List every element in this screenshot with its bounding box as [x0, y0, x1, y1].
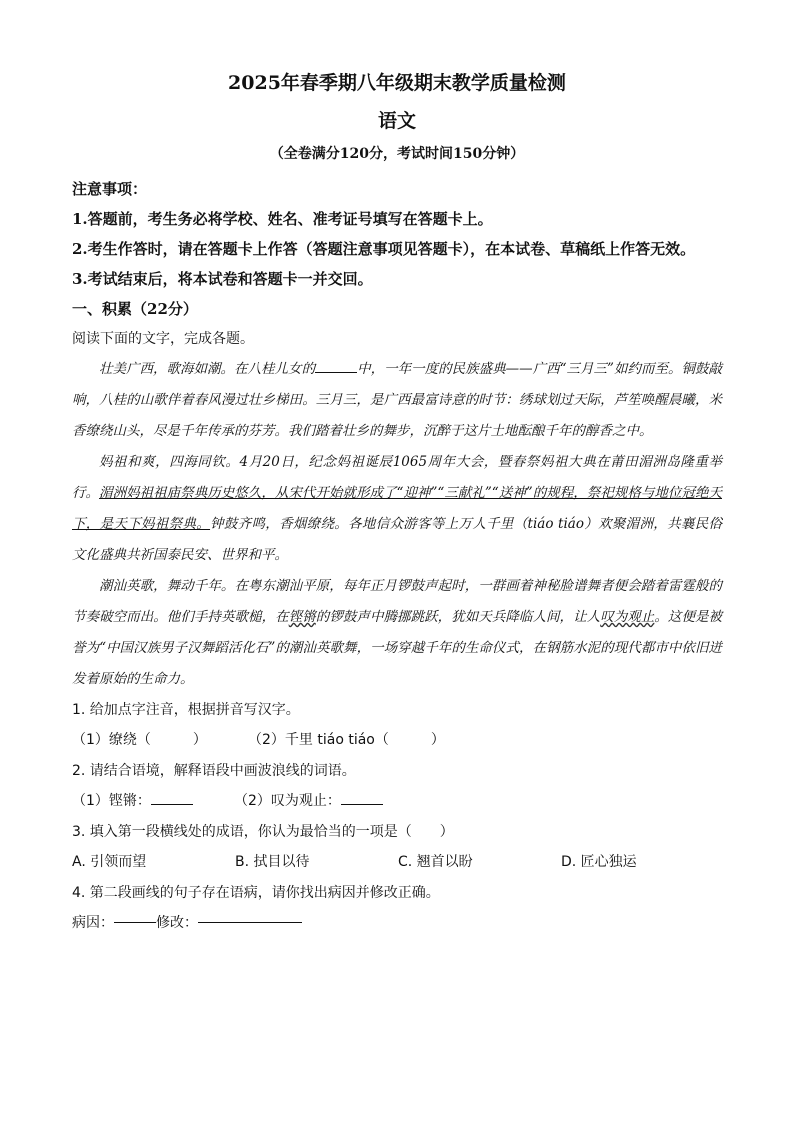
wavy-word: 铿锵	[288, 609, 316, 625]
notices-heading: 注意事项：	[72, 180, 148, 198]
passage-text: 。这便是被誉为“中国汉族男子汉舞蹈活化石”的潮汕英歌舞，一场穿越千年的生命仪式，在钢筋水泥的现代都市中依旧迸发着原始的生命力。	[72, 609, 723, 687]
notice-item: 1.答题前，考生务必将学校、姓名、准考证号填写在答题卡上。	[72, 210, 493, 228]
subject-title: 语文	[377, 110, 416, 132]
question-2: 2. 请结合语境，解释语段中画波浪线的词语。	[72, 763, 356, 779]
underlined-sentence: 湄洲妈祖祖庙祭典历史悠久，从宋代开始就形成了“迎神”“三献礼”“送神”的规程，祭祀规格与地位冠绝天下，是天下妈祖祭典。	[72, 485, 722, 532]
question-4-parts	[72, 908, 722, 939]
fill-blank	[315, 359, 357, 374]
question-3: 3. 填入第一段横线处的成语，你认为最恰当的一项是（ ）	[72, 824, 454, 840]
answer-blank[interactable]	[198, 908, 302, 923]
notice-item: 3.考试结束后，将本试卷和答题卡一并交回。	[72, 270, 373, 288]
q2-label: （1）铿锵：	[72, 793, 151, 809]
passage-text: 潮汕英歌，舞动千年。在粤东潮汕平原，每年正月锣鼓声起时，一群画着神秘脸谱舞者便会踏着雷霆般的节奏破空而出。他们手持英歌槌，在	[72, 578, 722, 625]
notice-item: 2.考生作答时，请在答题卡上作答（答题注意事项见答题卡），在本试卷、草稿纸上作答无效。	[72, 240, 696, 258]
section-instruction: 阅读下面的文字，完成各题。	[72, 331, 254, 347]
passage-text: 壮美广西，歌海如潮。在八桂儿女的	[99, 361, 316, 377]
passage-text: 妈祖和爽，四海同钦。4月20日，纪念妈祖诞辰1065周年大会，暨春祭妈祖大典在莆田湄洲岛隆重举行。	[72, 454, 722, 501]
answer-blank[interactable]	[341, 790, 383, 805]
question-2-parts	[72, 786, 722, 817]
passage-text: 钟鼓齐鸣，香烟缭绕。各地信众游客等上万人千里（tiáo tiáo）欢聚湄洲，共襄民俗文化盛典共祈国泰民安、世界和平。	[72, 516, 722, 563]
notices	[72, 174, 722, 294]
question-4: 4. 第二段画线的句子存在语病，请你找出病因并修改正确。	[72, 885, 440, 901]
option-d[interactable]: D. 匠心独运	[561, 854, 637, 870]
q2-label: （2）叹为观止：	[234, 793, 341, 809]
passage-text: 的锣鼓声中腾挪跳跃，犹如天兵降临人间，让人	[315, 609, 601, 625]
question-1-parts	[72, 725, 722, 756]
option-b[interactable]: B. 拭目以待	[235, 854, 310, 870]
section-heading: 一、积累（22分）	[72, 300, 198, 318]
question-1: 1. 给加点字注音，根据拼音写汉字。	[72, 702, 300, 718]
q4-fix-label: 修改：	[156, 915, 198, 931]
answer-blank[interactable]	[114, 908, 156, 923]
passage-paragraph-1	[72, 354, 722, 447]
answer-blank[interactable]	[151, 790, 193, 805]
option-c[interactable]: C. 翘首以盼	[398, 854, 473, 870]
answer-field[interactable]: （2）千里 tiáo tiáo（ ）	[248, 732, 445, 748]
option-a[interactable]: A. 引领而望	[72, 854, 147, 870]
wavy-word: 叹为观止	[600, 609, 655, 625]
exam-page	[72, 70, 722, 939]
answer-field[interactable]: （1）缭绕（ ）	[72, 732, 207, 748]
q4-cause-label: 病因：	[72, 915, 114, 931]
passage-paragraph-3	[72, 571, 722, 695]
question-3-options	[72, 847, 722, 878]
passage-paragraph-2	[72, 447, 722, 571]
exam-note: （全卷满分120分，考试时间150分钟）	[269, 146, 525, 162]
passage-text: 中，一年一度的民族盛典——广西“三月三”如约而至。铜鼓敲响，八桂的山歌伴着春风漫过壮乡梯田。三月三，是广西最富诗意的时节：绣球划过天际，芦笙唤醒晨曦，米香缭绕山头，尽是千年传承的芬芳。我们踏着壮乡的舞步，沉醉于这片土地酝酿千年的醇香之中。	[72, 361, 722, 439]
exam-title: 2025年春季期八年级期末教学质量检测	[228, 72, 566, 94]
